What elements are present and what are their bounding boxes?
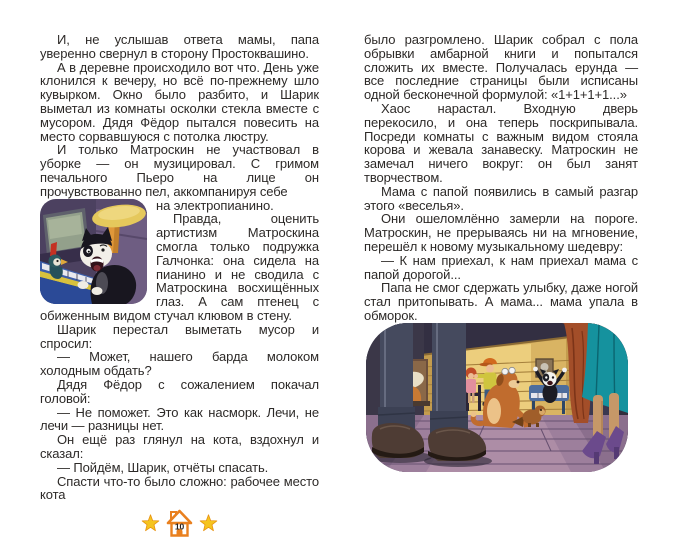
paragraph: — К нам приехал, к нам приехал мама с папой дорогой... [364,252,638,282]
matroskin-piano-art [40,199,147,304]
right-page [364,33,638,472]
paragraph: Они ошеломлённо замерли на пороге. Матроскин, не прерываясь ни на мгновение, перешёл к новому музыкальному шедевру: [364,211,638,254]
parents-doorway-art [366,323,628,472]
left-page [40,33,319,537]
paragraph: И, не услышав ответа мамы, папа уверенно свернул в сторону Простоквашино. [40,32,319,61]
paragraph: Правда, оценить артистизм Матроскина смогла только подружка Галчонка: она сидела на пианино и не сводила с Матроскина восхищённых глаз. А сам птенец с обиженным видом стучал клювом в стену. [40,211,319,323]
paragraph: Дядя Фёдор с сожалением покачал головой: [40,376,319,406]
house-icon [166,508,193,537]
star-icon [141,514,160,532]
paragraph: Шарик перестал выметать мусор и спросил: [40,321,319,351]
bird-crest [50,242,57,256]
paragraph: Папа не смог сдержать улыбку, даже ногой стал притопывать. А мама... мама упала в обморок. [364,280,638,323]
paragraph: — Может, нашего барда молоком холодным обдать? [40,349,319,379]
paragraph: Хаос нарастал. Входную дверь перекосило, и она теперь поскрипывала. Посреди комнаты с важным видом стояла корова и жевала занавеску. Матроскин не замечал ничего вокруг: он был занят творчеством. [364,100,638,185]
paragraph: Он ещё раз глянул на кота, вздохнул и сказал: [40,432,319,461]
page-number-badge [40,502,319,537]
paragraph: А в деревне происходило вот что. День уже клонился к вечеру, но всё по-прежнему шло кувырком. Окно было разбито, и Шарик выметал из комнаты осколки стекла вместе с мусором. Дядя Фёдор пытался повесить на место сорвавшуюся с потолка люстру. [40,59,319,144]
paragraph: — Не поможет. Это как насморк. Лечи, не лечи — разницы нет. [40,404,319,434]
parents-doorway-illustration [366,323,628,472]
matroskin-piano-illustration [40,199,147,304]
paragraph: — Пойдём, Шарик, отчёты спасать. [57,459,269,475]
star-icon [199,514,218,532]
paragraph: на электропианино. [156,197,274,213]
paragraph: И только Матроскин не участвовал в уборке — он музицировал. С гримом печального Пьеро на лице он прочувствованно пел, аккомпанируя себе [40,142,319,199]
paragraph: Спасти что-то было сложно: рабочее место кота [40,473,319,503]
paragraph: было разгромлено. Шарик собрал с пола обрывки амбарной книги и попытался сложить их вместе. Получалась ерунда — все последние страницы были исписаны одной бесконечной формулой: «1+1+1+1...» [364,32,638,103]
page-number: 10 [174,521,185,532]
paragraph: Мама с папой появились в самый разгар этого «веселья». [364,183,638,213]
